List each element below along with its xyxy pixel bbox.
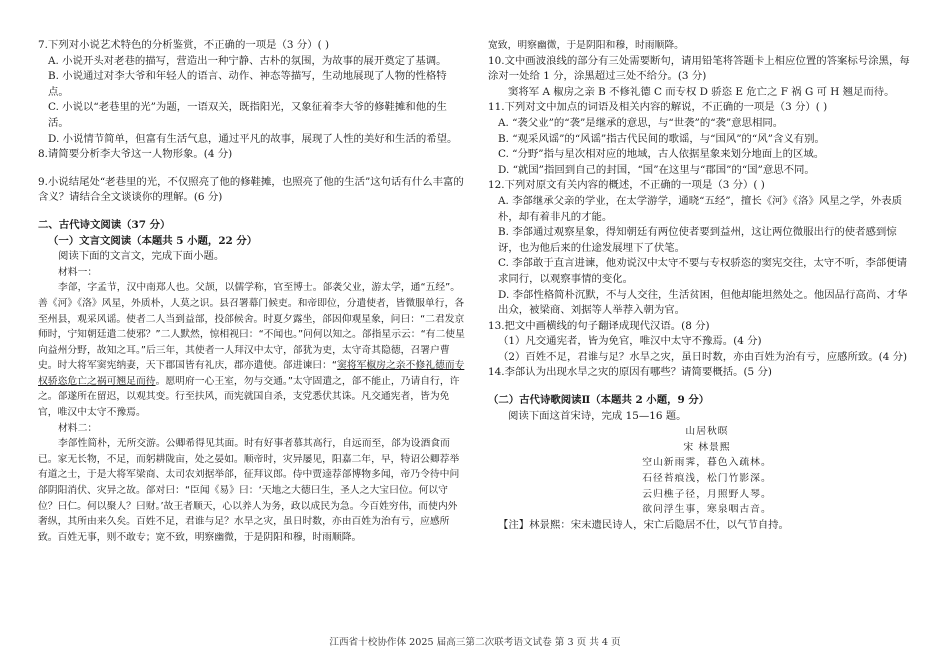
material-one-text (38, 280, 466, 420)
q11-stem: 11.下列对文中加点的词语及相关内容的解说，不正确的一项是（3 分）( ) (488, 101, 828, 114)
q7-stem: 7.下列对小说艺术特色的分析鉴赏，不正确的一项是（3 分）( ) (38, 39, 330, 51)
q7-option-c: C. 小说以“老巷里的光”为题，一语双关，既指阳光，又象征着李大爷的修鞋摊和他的生活。 (48, 101, 447, 129)
q12-stem: 12.下列对原文有关内容的概述，不正确的一项是（3 分）( ) (488, 179, 765, 192)
passage-continuation: 宽致，明察幽微，于是阴阳和穆，时雨顺降。 (488, 40, 684, 51)
material-label: 材料二： (58, 422, 98, 434)
poem-title: 山居秋暝 (685, 426, 729, 438)
q13-part-2: （2）百姓不足，君谁与足？水旱之灾，虽日时数，亦由百姓为治有亏，应感所致。(4 分) (498, 350, 908, 363)
poem-line: 欲问浮生事，寒泉咽古音。 (642, 504, 772, 516)
q11-option-c: C. “分野”指与星次相对应的地域，古人依据星象来划分地面上的区域。 (498, 148, 825, 161)
answer-space (38, 206, 466, 218)
q9: 9.小说结尾处“老巷里的光，不仅照亮了他的修鞋摊，也照亮了他的生活”这句话有什么丰富的含义？请结合全文谈谈你的理解。(6 分) (38, 175, 464, 204)
right-column (488, 38, 916, 533)
answer-space (38, 163, 466, 175)
q7-option-b: B. 小说通过对李大爷和年轻人的语言、动作、神态等描写，生动地展现了人物的性格特点。 (48, 70, 447, 98)
q13-part-1: （1）凡交通宪者，皆为免官，唯汉中太守不豫焉。(4 分) (498, 335, 762, 348)
poem-line: 空山新雨霁，暮色入疏林。 (642, 457, 772, 469)
q11-option-a: A. “袭父业”的“袭”是继承的意思，与“世袭”的“袭”意思相同。 (498, 116, 784, 129)
material-label: 材料一： (58, 266, 98, 278)
material-two-text: 李郃性简朴，无所交游。公卿希得见其面。时有好事者慕其高行，自远而至，郃为设酒食而已。家无长物，不足，而躬耕陇亩，处之晏如。顺帝时，灾异屡见，阳嘉二年，早，特诏公卿荐举有道之士，于是大将军梁商、太司农刘据举郃，征拜议郎。侍中贾逵荐郃博物多闻，帝乃令待中问郃阴阳消伏、灾异之故。郃对曰：“臣闻《易》曰：‘天地之大德曰生，圣人之大宝曰位。何以守位？曰仁。何以聚人？曰财。’故王者顺天，心以养人为务，政以成民为急。今百姓穷伟，而使内外奢纵，其所由来久矣。百姓不足，君谁与足？水旱之灾，虽日时数，亦由百姓为治有亏，应感所致。百姓无事，则不敢专；宽不致，明察幽微，于是阴阳和穆，时雨顺降。 (38, 438, 460, 543)
section-heading: 二、古代诗文阅读（37 分） (38, 218, 171, 231)
q12-option-b: B. 李郃通过观察星象，得知朝廷有两位使者要到益州，这让两位微服出行的使者感到惊讶，也为他后来的仕途发展埋下了伏笔。 (498, 226, 897, 254)
q13: 13.把文中画横线的句子翻译成现代汉语。(8 分) (488, 319, 710, 332)
q12-option-c: C. 李郃敢于直言进谏，他劝说汉中太守不要与专权骄恣的窦宪交往，太守不听，李郃便请求同行，以观察事情的变化。 (498, 257, 908, 285)
poem-note: 【注】林景熙：宋末遗民诗人，宋亡后隐居不仕，以气节自持。 (498, 518, 789, 531)
q10-sentence: 窦将军 A 椒房之亲 B 不修礼德 C 而专权 D 骄恣 E 危亡之 F 祸 G 可 H 翘足而待。 (508, 85, 895, 98)
answer-space (488, 381, 916, 393)
subsection-heading: （一）文言文阅读（本题共 5 小题，22 分） (48, 234, 258, 247)
page-footer: 江西省十校协作体 2025 届高三第二次联考语文试卷 第 3 页 共 4 页 (329, 637, 621, 648)
left-column (38, 38, 466, 545)
q11-option-d: D. “就国”指回到自己的封国，“国”在这里与“郡国”的“国”意思不同。 (498, 163, 815, 176)
passage-part: 李郃，字孟节，汉中南郑人也。父颉，以儒学称，官至博士。郃袭父业，游太学，通“五经”。善《河》《洛》风星，外质朴，人莫之识。县召署幕门候吏。和帝即位，分遣使者，皆微服单行，各至州县，观采风谣。使者二人当到益部，投郃候舍。时夏夕露坐，郃因仰观星象，问曰：“二君发京师时，宁知朝廷遣二使邪？”二人默然，惊相视曰：“不闻也。”问何以知之。郃指星示云：“有二使星向益州分野，故知之耳。”后三年，其使者一人拜汉中太守，郃犹为吏，太守奇其隐德，召署户曹史。时大将军窦宪纳妻，天下郡国皆有礼庆，郡亦遣使。郃进谏曰：“ (38, 282, 465, 372)
q11-option-b: B. “观采风谣”的“风谣”指古代民间的歌谣，与“国风”的“风”含义有别。 (498, 132, 825, 145)
subsection-heading: （二）古代诗歌阅读Ⅱ（本题共 2 小题，9 分） (488, 394, 710, 407)
passage-part: 。愿明府一心王室，勿与交通。”太守固遣之，郃不能止，乃请自行，许之。郃遂所在留迟，以观其变。行至扶风，而宪就国自杀，支党悉伏其诛。凡交通宪者，皆为免官，唯汉中太守不豫焉。 (38, 375, 460, 419)
poem-line: 云归樵子径，月照野人琴。 (642, 488, 772, 500)
q12-option-d: D. 李郃性格简朴沉默，不与人交往，生活贫困，但他却能坦然处之。他因品行高尚、才华出众，被梁商、刘据等人举荐入朝为官。 (498, 288, 908, 317)
poem-author: 宋 林景熙 (683, 441, 731, 453)
instruction: 阅读下面这首宋诗，完成 15—16 题。 (508, 409, 687, 422)
q7-option-d: D. 小说情节简单，但富有生活气息，通过平凡的故事，展现了人性的美好和生活的希望。 (48, 132, 458, 145)
q10: 10.文中画波浪线的部分有三处需要断句，请用铅笔将答题卡上相应位置的答案标号涂黑，每涂对一处给 1 分，涂黑超过三处不给分。(3 分) (488, 54, 910, 83)
q8: 8.请简要分析李大爷这一人物形象。(4 分) (38, 148, 233, 161)
q12-option-a: A. 李郃继承父亲的学业，在太学游学，通晓“五经”，擅长《河》《洛》风星之学，外表质朴，却有着非凡的才能。 (498, 194, 902, 223)
poem-line: 石径苔痕浅，松门竹影深。 (642, 473, 772, 485)
q7-option-a: A. 小说开头对老巷的描写，营造出一种宁静、古朴的氛围，为故事的展开奠定了基调。 (48, 54, 447, 67)
instruction: 阅读下面的文言文，完成下面小题。 (58, 250, 225, 263)
wavy-underlined-sentence: 窦将军椒房之亲不修礼德而专权骄恣危亡之祸可翘足而待 (38, 360, 465, 387)
q14: 14.李郃认为出现水旱之灾的原因有哪些？请简要概括。(5 分) (488, 366, 772, 379)
